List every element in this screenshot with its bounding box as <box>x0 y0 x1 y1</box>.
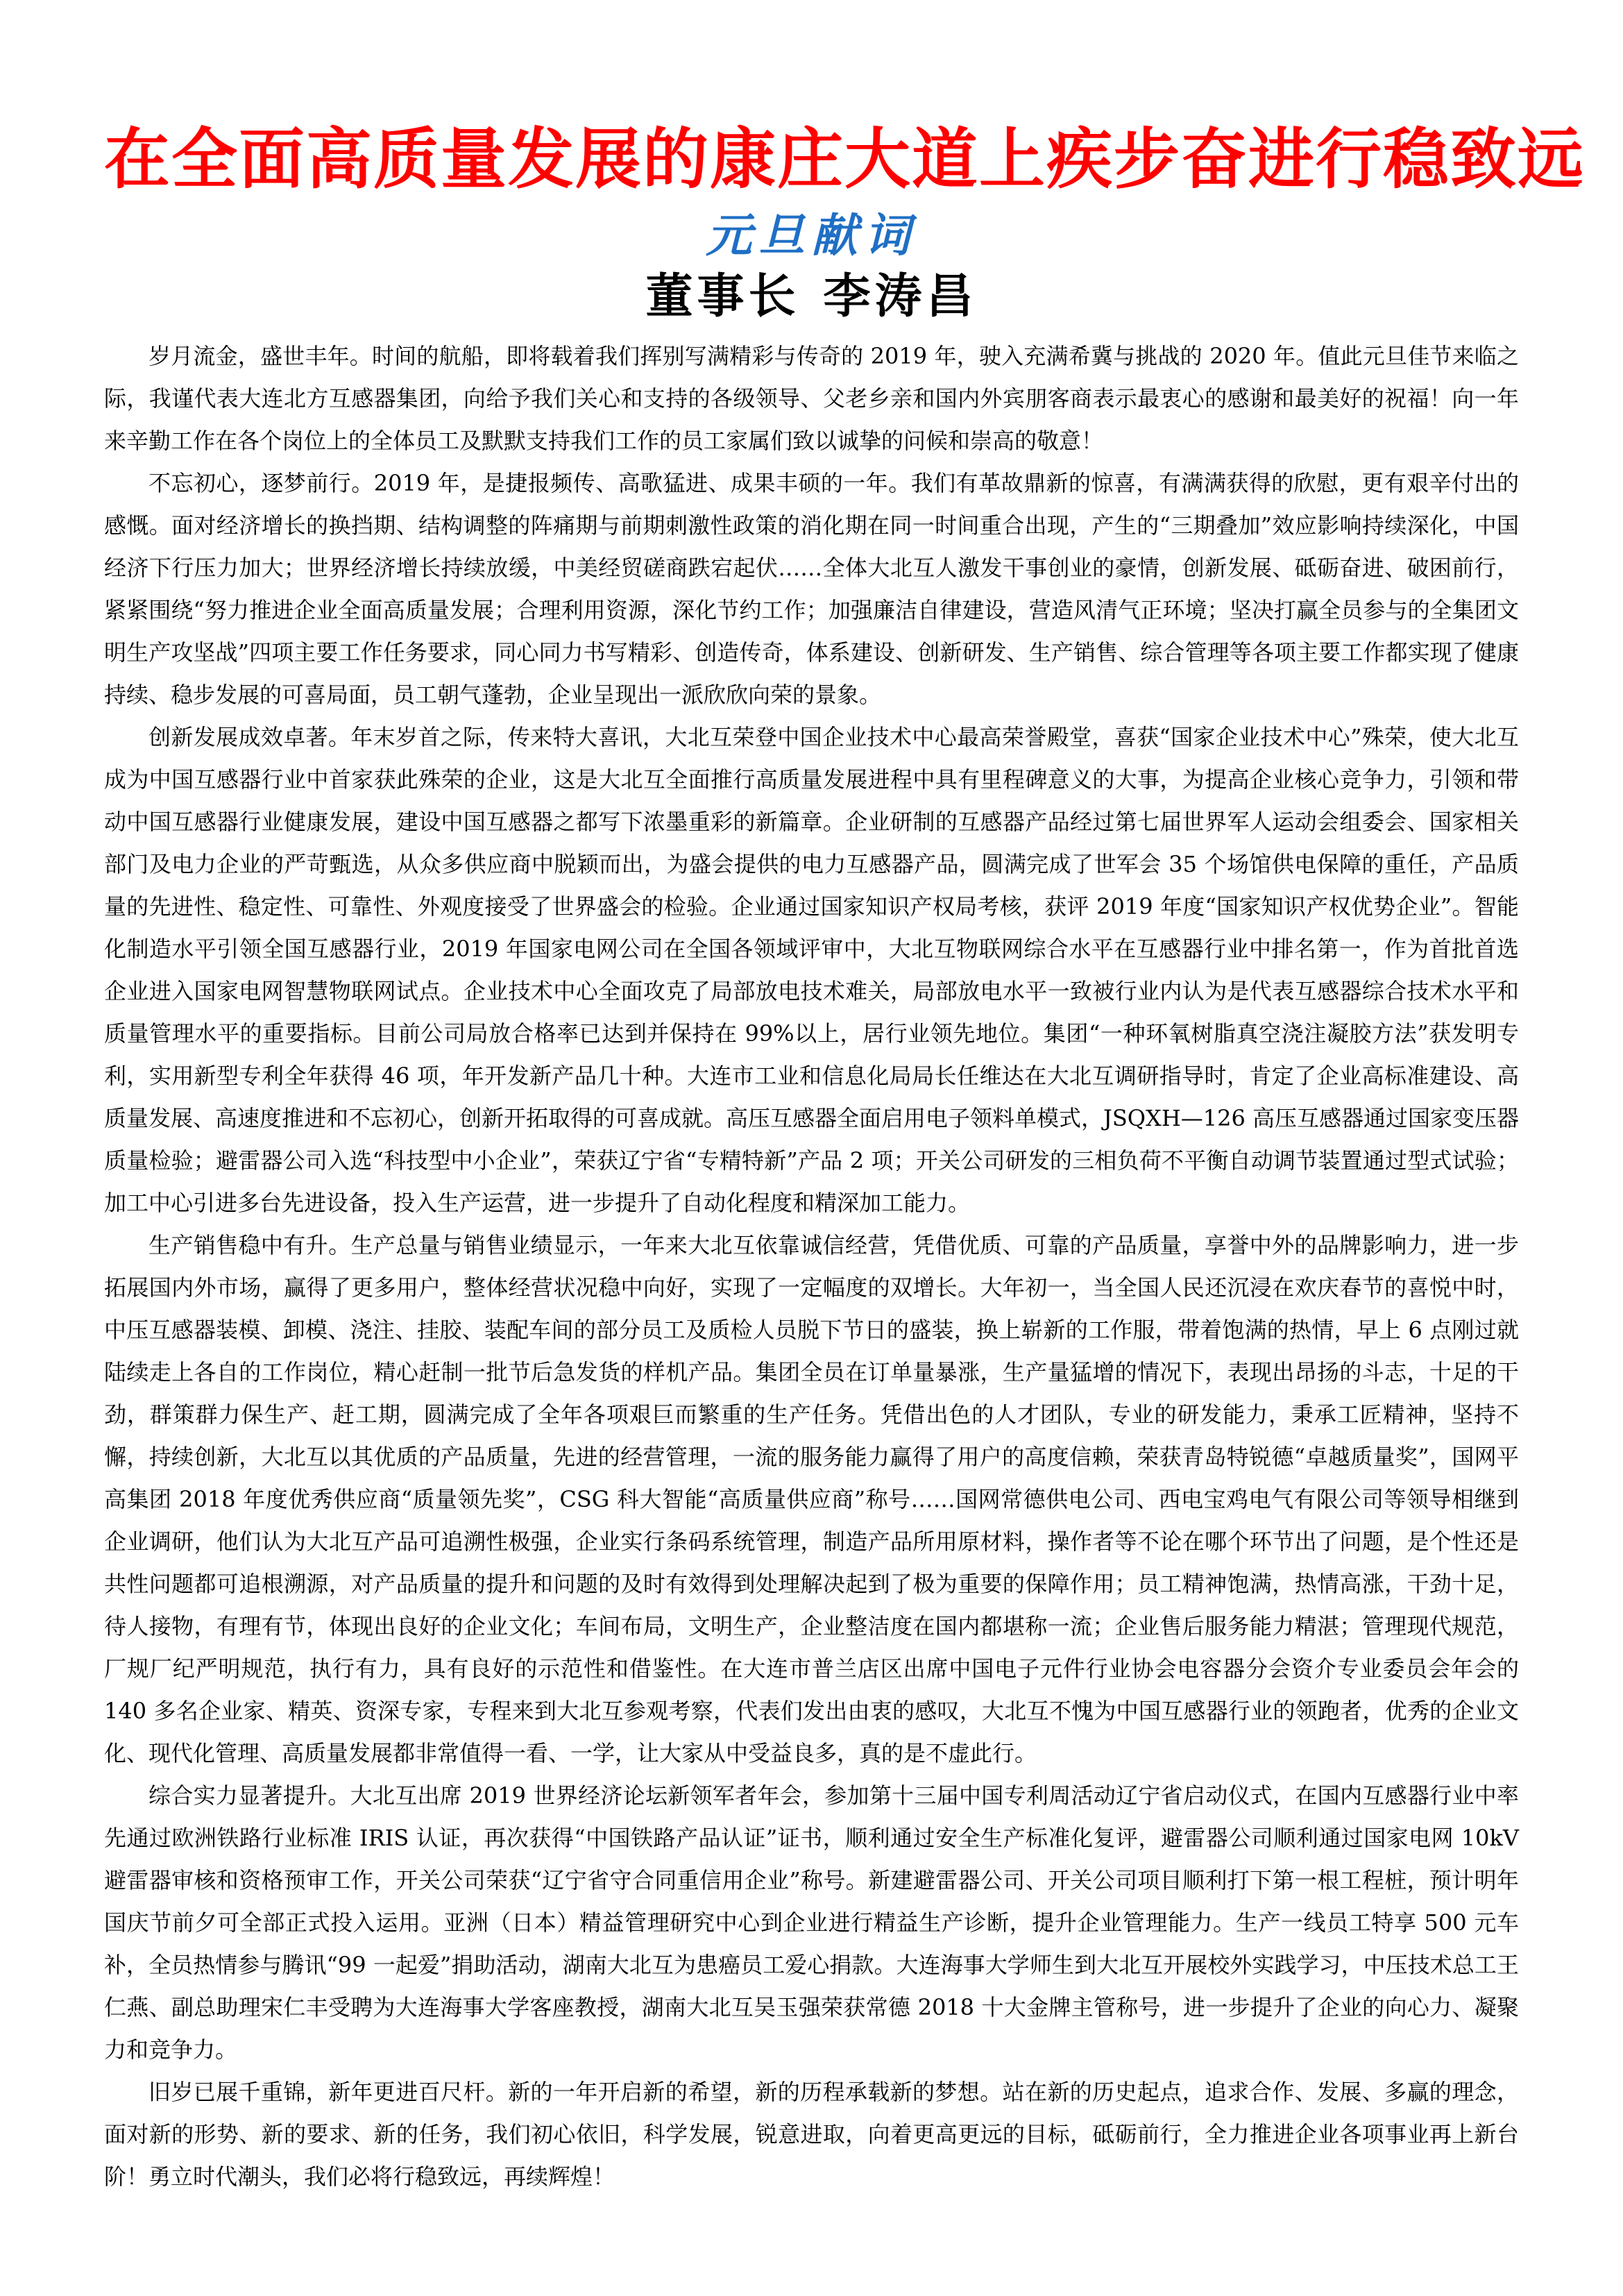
paragraph: 生产销售稳中有升。生产总量与销售业绩显示，一年来大北互依靠诚信经营，凭借优质、可靠的产品质量，享誉中外的品牌影响力，进一步拓展国内外市场，赢得了更多用户，整体经营状况稳中向好，实现了一定幅度的双增长。大年初一，当全国人民还沉浸在欢庆春节的喜悦中时，中压互感器装模、卸模、浇注、挂胶、装配车间的部分员工及质检人员脱下节日的盛装，换上崭新的工作服，带着饱满的热情，早上 6 点刚过就陆续走上各自的工作岗位，精心赶制一批节后急发货的样机产品。集团全员在订单量暴涨，生产量猛增的情况下，表现出昂扬的斗志，十足的干劲，群策群力保生产、赶工期，圆满完成了全年各项艰巨而繁重的生产任务。凭借出色的人才团队，专业的研发能力，秉承工匠精神，坚持不懈，持续创新，大北互以其优质的产品质量，先进的经营管理，一流的服务能力赢得了用户的高度信赖，荣获青岛特锐德“卓越质量奖”，国网平高集团 2018 年度优秀供应商“质量领先奖”，CSG 科大智能“高质量供应商”称号……国网常德供电公司、西电宝鸡电气有限公司等领导相继到企业调研，他们认为大北互产品可追溯性极强，企业实行条码系统管理，制造产品所用原材料，操作者等不论在哪个环节出了问题，是个性还是共性问题都可追根溯源，对产品质量的提升和问题的及时有效得到处理解决起到了极为重要的保障作用；员工精神饱满，热情高涨，干劲十足，待人接物，有理有节，体现出良好的企业文化；车间布局，文明生产，企业整洁度在国内都堪称一流；企业售后服务能力精湛；管理现代规范，厂规厂纪严明规范，执行有力，具有良好的示范性和借鉴性。在大连市普兰店区出席中国电子元件行业协会电容器分会资介专业委员会年会的 140 多名企业家、精英、资深专家，专程来到大北互参观考察，代表们发出由衷的感叹，大北互不愧为中国互感器行业的领跑者，优秀的企业文化、现代化管理、高质量发展都非常值得一看、一学，让大家从中受益良多，真的是不虚此行。 <box>104 1232 1519 1766</box>
document-subtitle: 元旦献词 <box>706 209 917 262</box>
paragraph: 岁月流金，盛世丰年。时间的航船，即将载着我们挥别写满精彩与传奇的 2019 年，驶入充满希冀与挑战的 2020 年。值此元旦佳节来临之际，我谨代表大连北方互感器集团，向给予我们关心和支持的各级领导、父老乡亲和国内外宾朋客商表示最衷心的感谢和最美好的祝福！向一年来辛勤工作在各个岗位上的全体员工及默默支持我们工作的员工家属们致以诚挚的问候和崇高的敬意！ <box>104 343 1519 454</box>
author-role: 董事长 <box>645 269 800 324</box>
paragraph: 旧岁已展千重锦，新年更进百尺杆。新的一年开启新的希望，新的历程承载新的梦想。站在新的历史起点，追求合作、发展、多赢的理念，面对新的形势、新的要求、新的任务，我们初心依旧，科学发展，锐意进取，向着更高更远的目标，砥砺前行，全力推进企业各项事业再上新台阶！勇立时代潮头，我们必将行稳致远，再续辉煌！ <box>104 2079 1519 2190</box>
document-title: 在全面高质量发展的康庄大道上疾步奋进行稳致远 <box>104 121 1586 198</box>
paragraph: 综合实力显著提升。大北互出席 2019 世界经济论坛新领军者年会，参加第十三届中国专利周活动辽宁省启动仪式，在国内互感器行业中率先通过欧洲铁路行业标准 IRIS 认证，再次获得“中国铁路产品认证”证书，顺利通过安全生产标准化复评，避雷器公司顺利通过国家电网 10kV 避雷器审核和资格预审工作，开关公司荣获“辽宁省守合同重信用企业”称号。新建避雷器公司、开关公司项目顺利打下第一根工程桩，预计明年国庆节前夕可全部正式投入运用。亚洲（日本）精益管理研究中心到企业进行精益生产诊断，提升企业管理能力。生产一线员工特享 500 元车补，全员热情参与腾讯“99 一起爱”捐助活动，湖南大北互为患癌员工爱心捐款。大连海事大学师生到大北互开展校外实践学习，中压技术总工王仁燕、副总助理宋仁丰受聘为大连海事大学客座教授，湖南大北互吴玉强荣获常德 2018 十大金牌主管称号，进一步提升了企业的向心力、凝聚力和竞争力。 <box>104 1782 1519 2063</box>
author-line <box>104 267 1519 326</box>
paragraph: 不忘初心，逐梦前行。2019 年，是捷报频传、高歌猛进、成果丰硕的一年。我们有革故鼎新的惊喜，有满满获得的欣慰，更有艰辛付出的感慨。面对经济增长的换挡期、结构调整的阵痛期与前期刺激性政策的消化期在同一时间重合出现，产生的“三期叠加”效应影响持续深化，中国经济下行压力加大；世界经济增长持续放缓，中美经贸磋商跌宕起伏……全体大北互人激发干事创业的豪情，创新发展、砥砺奋进、破困前行，紧紧围绕“努力推进企业全面高质量发展；合理利用资源，深化节约工作；加强廉洁自律建设，营造风清气正环境；坚决打赢全员参与的全集团文明生产攻坚战”四项主要工作任务要求，同心同力书写精彩、创造传奇，体系建设、创新研发、生产销售、综合管理等各项主要工作都实现了健康持续、稳步发展的可喜局面，员工朝气蓬勃，企业呈现出一派欣欣向荣的景象。 <box>104 470 1519 708</box>
article-body <box>104 335 1519 2198</box>
author-name: 李涛昌 <box>823 269 978 324</box>
paragraph: 创新发展成效卓著。年末岁首之际，传来特大喜讯，大北互荣登中国企业技术中心最高荣誉殿堂，喜获“国家企业技术中心”殊荣，使大北互成为中国互感器行业中首家获此殊荣的企业，这是大北互全面推行高质量发展进程中具有里程碑意义的大事，为提高企业核心竞争力，引领和带动中国互感器行业健康发展，建设中国互感器之都写下浓墨重彩的新篇章。企业研制的互感器产品经过第七届世界军人运动会组委会、国家相关部门及电力企业的严苛甄选，从众多供应商中脱颖而出，为盛会提供的电力互感器产品，圆满完成了世军会 35 个场馆供电保障的重任，产品质量的先进性、稳定性、可靠性、外观度接受了世界盛会的检验。企业通过国家知识产权局考核，获评 2019 年度“国家知识产权优势企业”。智能化制造水平引领全国互感器行业，2019 年国家电网公司在全国各领域评审中，大北互物联网综合水平在互感器行业中排名第一，作为首批首选企业进入国家电网智慧物联网试点。企业技术中心全面攻克了局部放电技术难关，局部放电水平一致被行业内认为是代表互感器综合技术水平和质量管理水平的重要指标。目前公司局放合格率已达到并保持在 99%以上，居行业领先地位。集团“一种环氧树脂真空浇注凝胶方法”获发明专利，实用新型专利全年获得 46 项，年开发新产品几十种。大连市工业和信息化局局长任维达在大北互调研指导时，肯定了企业高标准建设、高质量发展、高速度推进和不忘初心，创新开拓取得的可喜成就。高压互感器全面启用电子领料单模式，JSQXH—126 高压互感器通过国家变压器质量检验；避雷器公司入选“科技型中小企业”，荣获辽宁省“专精特新”产品 2 项；开关公司研发的三相负荷不平衡自动调节装置通过型式试验；加工中心引进多台先进设备，投入生产运营，进一步提升了自动化程度和精深加工能力。 <box>104 724 1519 1216</box>
